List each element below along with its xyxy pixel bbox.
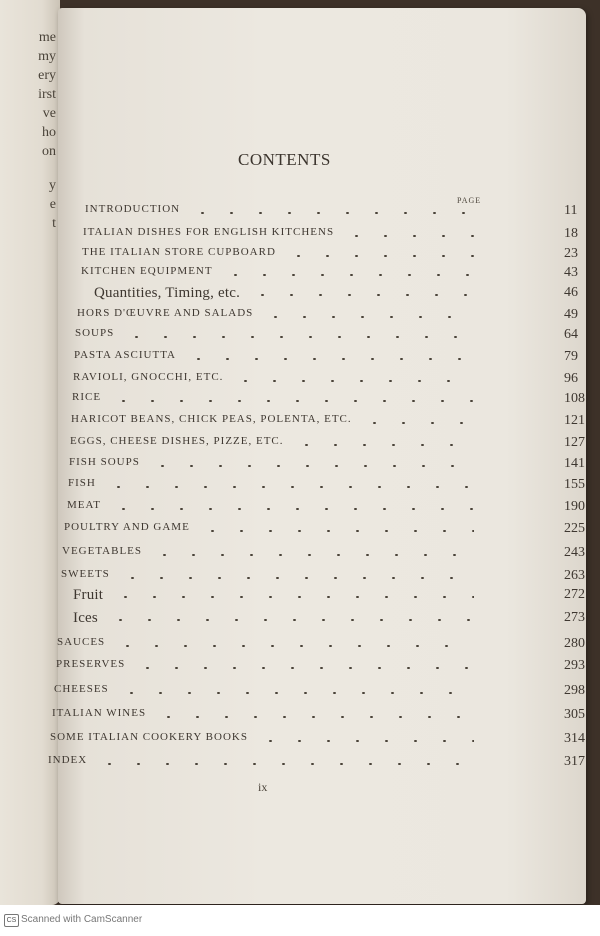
dot-leader	[133, 667, 474, 669]
toc-entry	[85, 203, 578, 223]
toc-entry-page: 127	[564, 435, 585, 450]
toc-entry	[77, 307, 578, 327]
toc-entry	[74, 349, 578, 369]
toc-entry-page: 46	[564, 285, 578, 300]
facing-page-text: ho	[42, 125, 56, 140]
toc-entry	[57, 636, 585, 656]
toc-entry-page: 23	[564, 246, 578, 261]
toc-entry	[67, 499, 585, 519]
toc-entry-label: KITCHEN EQUIPMENT	[81, 265, 213, 277]
toc-entry-label: MEAT	[67, 499, 101, 511]
toc-entry-label: FISH	[68, 477, 96, 489]
toc-entry	[48, 754, 585, 774]
page-title: CONTENTS	[238, 150, 331, 169]
toc-entry-label: SAUCES	[57, 636, 106, 648]
facing-page-text: on	[42, 144, 56, 159]
dot-leader	[111, 596, 474, 598]
dot-leader	[117, 692, 474, 694]
toc-entry-label: INDEX	[48, 754, 88, 766]
dot-leader	[122, 336, 474, 338]
dot-leader	[148, 465, 474, 467]
dot-leader	[118, 577, 474, 579]
toc-entry-page: 272	[564, 587, 585, 602]
toc-entry	[94, 285, 578, 305]
toc-entry-label: THE ITALIAN STORE CUPBOARD	[82, 246, 276, 258]
dot-leader	[198, 530, 474, 532]
toc-entry-label: ITALIAN DISHES FOR ENGLISH KITCHENS	[83, 226, 335, 238]
page-number: ix	[258, 780, 268, 794]
toc-entry	[75, 327, 578, 347]
toc-entry-page: 79	[564, 349, 578, 364]
dot-leader	[113, 645, 474, 647]
toc-entry	[73, 610, 585, 630]
toc-entry-page: 11	[564, 203, 578, 218]
toc-entry-page: 96	[564, 371, 578, 386]
toc-entry-label: Quantities, Timing, etc.	[94, 285, 241, 301]
toc-entry-label: VEGETABLES	[62, 545, 143, 557]
toc-entry-label: POULTRY AND GAME	[64, 521, 190, 533]
toc-entry-page: 305	[564, 707, 585, 722]
toc-entry-label: Fruit	[73, 587, 104, 603]
facing-page-text: e	[49, 197, 56, 212]
toc-entry-page: 314	[564, 731, 585, 746]
facing-page-text: me	[38, 30, 56, 45]
toc-entry-label: INTRODUCTION	[85, 203, 181, 215]
toc-entry-label: HARICOT BEANS, CHICK PEAS, POLENTA, ETC.	[71, 413, 352, 425]
toc-entry-page: 155	[564, 477, 585, 492]
dot-leader	[95, 763, 474, 765]
toc-entry-page: 108	[564, 391, 585, 406]
toc-entry-label: FISH SOUPS	[69, 456, 140, 468]
dot-leader	[109, 400, 474, 402]
dot-leader	[342, 235, 474, 237]
dot-leader	[150, 554, 474, 556]
toc-entry-label: ITALIAN WINES	[52, 707, 147, 719]
toc-entry-label: EGGS, CHEESE DISHES, PIZZE, ETC.	[70, 435, 284, 447]
facing-page-text: ve	[42, 106, 56, 121]
toc-entry	[73, 587, 585, 607]
toc-entry	[71, 413, 585, 433]
toc-entry	[82, 246, 578, 266]
dot-leader	[292, 444, 475, 446]
toc-entry-page: 49	[564, 307, 578, 322]
toc-entry	[64, 521, 585, 541]
facing-page-text: ery	[38, 68, 56, 83]
dot-leader	[231, 380, 474, 382]
toc-entry-label: PRESERVES	[56, 658, 126, 670]
toc-entry	[62, 545, 585, 565]
toc-entry-page: 273	[564, 610, 585, 625]
toc-entry-page: 190	[564, 499, 585, 514]
scanner-footer	[0, 905, 600, 936]
toc-entry-page: 18	[564, 226, 578, 241]
dot-leader	[104, 486, 474, 488]
toc-entry-page: 280	[564, 636, 585, 651]
dot-leader	[256, 740, 474, 742]
dot-leader	[248, 294, 474, 296]
toc-entry-label: PASTA ASCIUTTA	[74, 349, 176, 361]
toc-entry	[68, 477, 585, 497]
camscanner-logo-icon: CS	[4, 914, 19, 927]
toc-entry-page: 243	[564, 545, 585, 560]
toc-entry-label: SOUPS	[75, 327, 115, 339]
toc-entry-label: SWEETS	[61, 568, 110, 580]
toc-entry	[61, 568, 585, 588]
dot-leader	[184, 358, 474, 360]
toc-entry	[70, 435, 585, 455]
facing-page-text: y	[49, 178, 56, 193]
page-column-label: PAGE	[457, 196, 482, 205]
toc-entry	[52, 707, 585, 727]
dot-leader	[261, 316, 474, 318]
facing-page-text: t	[52, 216, 56, 231]
toc-entry	[54, 683, 585, 703]
dot-leader	[360, 422, 474, 424]
toc-entry	[56, 658, 585, 678]
dot-leader	[284, 255, 474, 257]
toc-entry-label: RICE	[72, 391, 102, 403]
scanner-watermark: Scanned with CamScanner	[21, 914, 143, 925]
toc-entry-page: 298	[564, 683, 585, 698]
dot-leader	[154, 716, 474, 718]
toc-entry-page: 141	[564, 456, 585, 471]
facing-page-text: my	[38, 49, 56, 64]
dot-leader	[106, 619, 474, 621]
toc-entry-label: HORS D'ŒUVRE AND SALADS	[77, 307, 254, 319]
facing-page-text: irst	[38, 87, 56, 102]
toc-entry-page: 317	[564, 754, 585, 769]
toc-entry	[73, 371, 578, 391]
toc-entry	[81, 265, 578, 285]
toc-entry	[69, 456, 585, 476]
toc-entry-page: 263	[564, 568, 585, 583]
toc-entry-label: SOME ITALIAN COOKERY BOOKS	[50, 731, 248, 743]
toc-entry-page: 293	[564, 658, 585, 673]
dot-leader	[109, 508, 474, 510]
toc-entry	[83, 226, 578, 246]
toc-entry-label: RAVIOLI, GNOCCHI, ETC.	[73, 371, 224, 383]
toc-entry-label: CHEESES	[54, 683, 109, 695]
toc-entry	[72, 391, 585, 411]
toc-entry-label: Ices	[73, 610, 98, 626]
toc-entry-page: 121	[564, 413, 585, 428]
toc-entry	[50, 731, 585, 751]
toc-entry-page: 225	[564, 521, 585, 536]
toc-entry-page: 64	[564, 327, 578, 342]
toc-entry-page: 43	[564, 265, 578, 280]
dot-leader	[188, 212, 474, 214]
dot-leader	[221, 274, 474, 276]
